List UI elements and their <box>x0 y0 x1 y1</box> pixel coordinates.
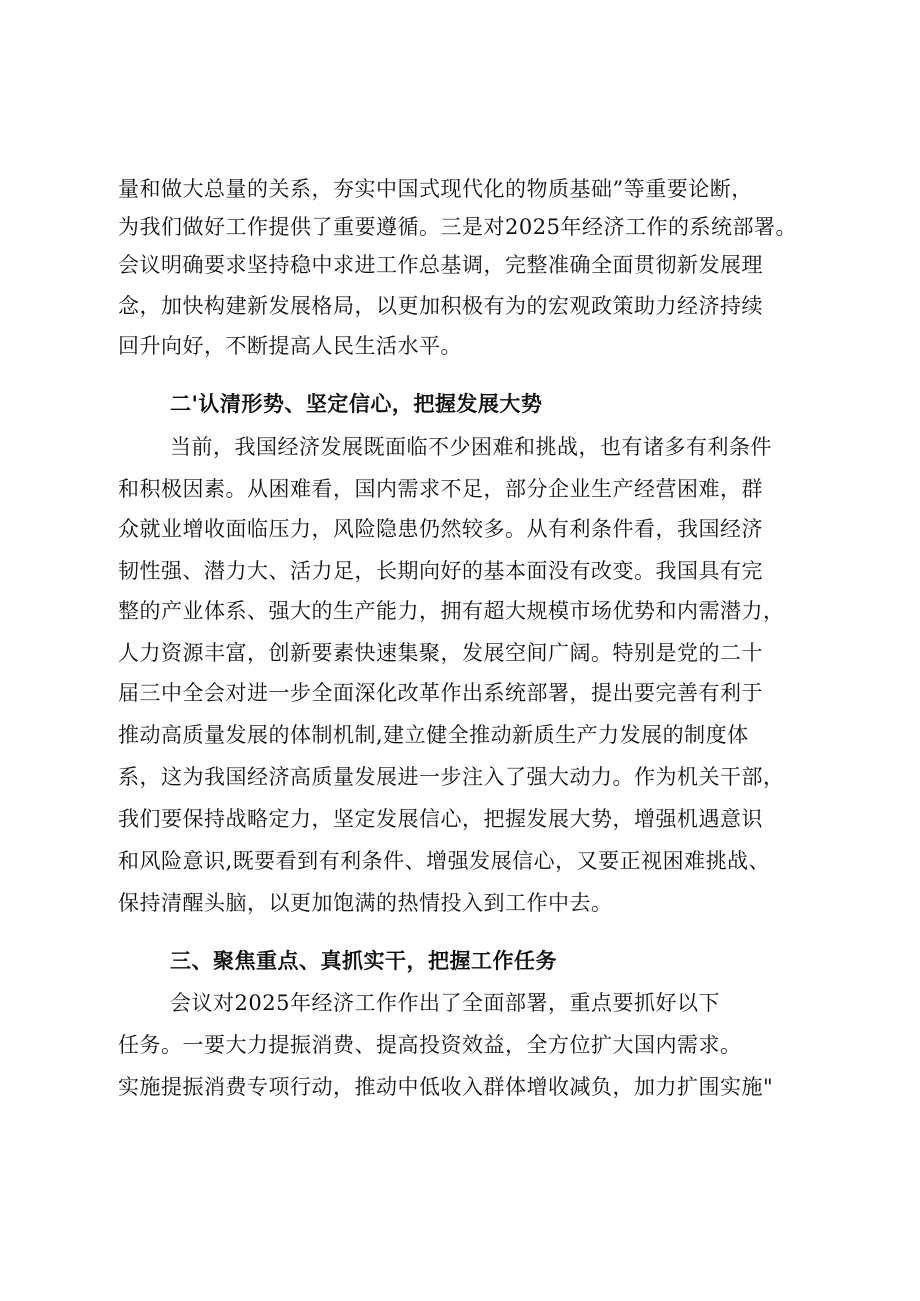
body-text-line: 为我们做好工作提供了重要遵循。三是对2025年经济工作的系统部署。 <box>118 215 797 239</box>
body-text-line: 届三中全会对进一步全面深化改革作出系统部署，提出要完善有利于 <box>118 681 763 705</box>
body-text-line: 会议明确要求坚持稳中求进工作总基调，完整准确全面贯彻新发展理 <box>118 253 763 277</box>
body-text-line: 系，这为我国经济高质量发展进一步注入了强大动力。作为机关干部， <box>118 765 785 789</box>
body-text-line: 人力资源丰富，创新要素快速集聚，发展空间广阔。特别是党的二十 <box>118 641 763 665</box>
paragraph-first-line: 当前，我国经济发展既面临不少困难和挑战，也有诸多有利条件 <box>170 435 772 459</box>
body-text-line: 推动高质量发展的体制机制,建立健全推动新质生产力发展的制度体 <box>118 723 749 747</box>
body-text-line: 任务。一要大力提振消费、提高投资效益，全方位扩大国内需求。 <box>118 1033 742 1057</box>
body-text-line: 回升向好，不断提高人民生活水平。 <box>118 334 462 358</box>
body-text-line: 实施提振消费专项行动，推动中低收入群体增收减负，加力扩围实施" <box>118 1075 774 1099</box>
body-text-line: 保持清醒头脑，以更加饱满的热情投入到工作中去。 <box>118 891 613 915</box>
body-text-line: 韧性强、潜力大、活力足，长期向好的基本面没有改变。我国具有完 <box>118 559 763 583</box>
body-text-line: 整的产业体系、强大的生产能力，拥有超大规模市场优势和内需潜力， <box>118 599 785 623</box>
body-text-line: 和积极因素。从困难看，国内需求不足，部分企业生产经营困难，群 <box>118 477 763 501</box>
paragraph-first-line: 会议对2025年经济工作作出了全面部署，重点要抓好以下 <box>170 991 720 1015</box>
body-text-line: 念，加快构建新发展格局，以更加积极有为的宏观政策助力经济持续 <box>118 294 763 318</box>
section-heading-3: 三、聚焦重点、真抓实干，把握工作任务 <box>170 948 557 973</box>
body-text-line: 众就业增收面临压力，风险隐患仍然较多。从有利条件看，我国经济 <box>118 517 763 541</box>
body-text-line: 和风险意识,既要看到有利条件、增强发展信心，又要正视困难挑战、 <box>118 849 771 873</box>
body-text-line: 量和做大总量的关系，夯实中国式现代化的物质基础”等重要论断， <box>118 177 753 201</box>
section-heading-2: 二'认清形势、坚定信心，把握发展大势 <box>170 391 543 416</box>
body-text-line: 我们要保持战略定力，坚定发展信心，把握发展大势，增强机遇意识 <box>118 807 763 831</box>
